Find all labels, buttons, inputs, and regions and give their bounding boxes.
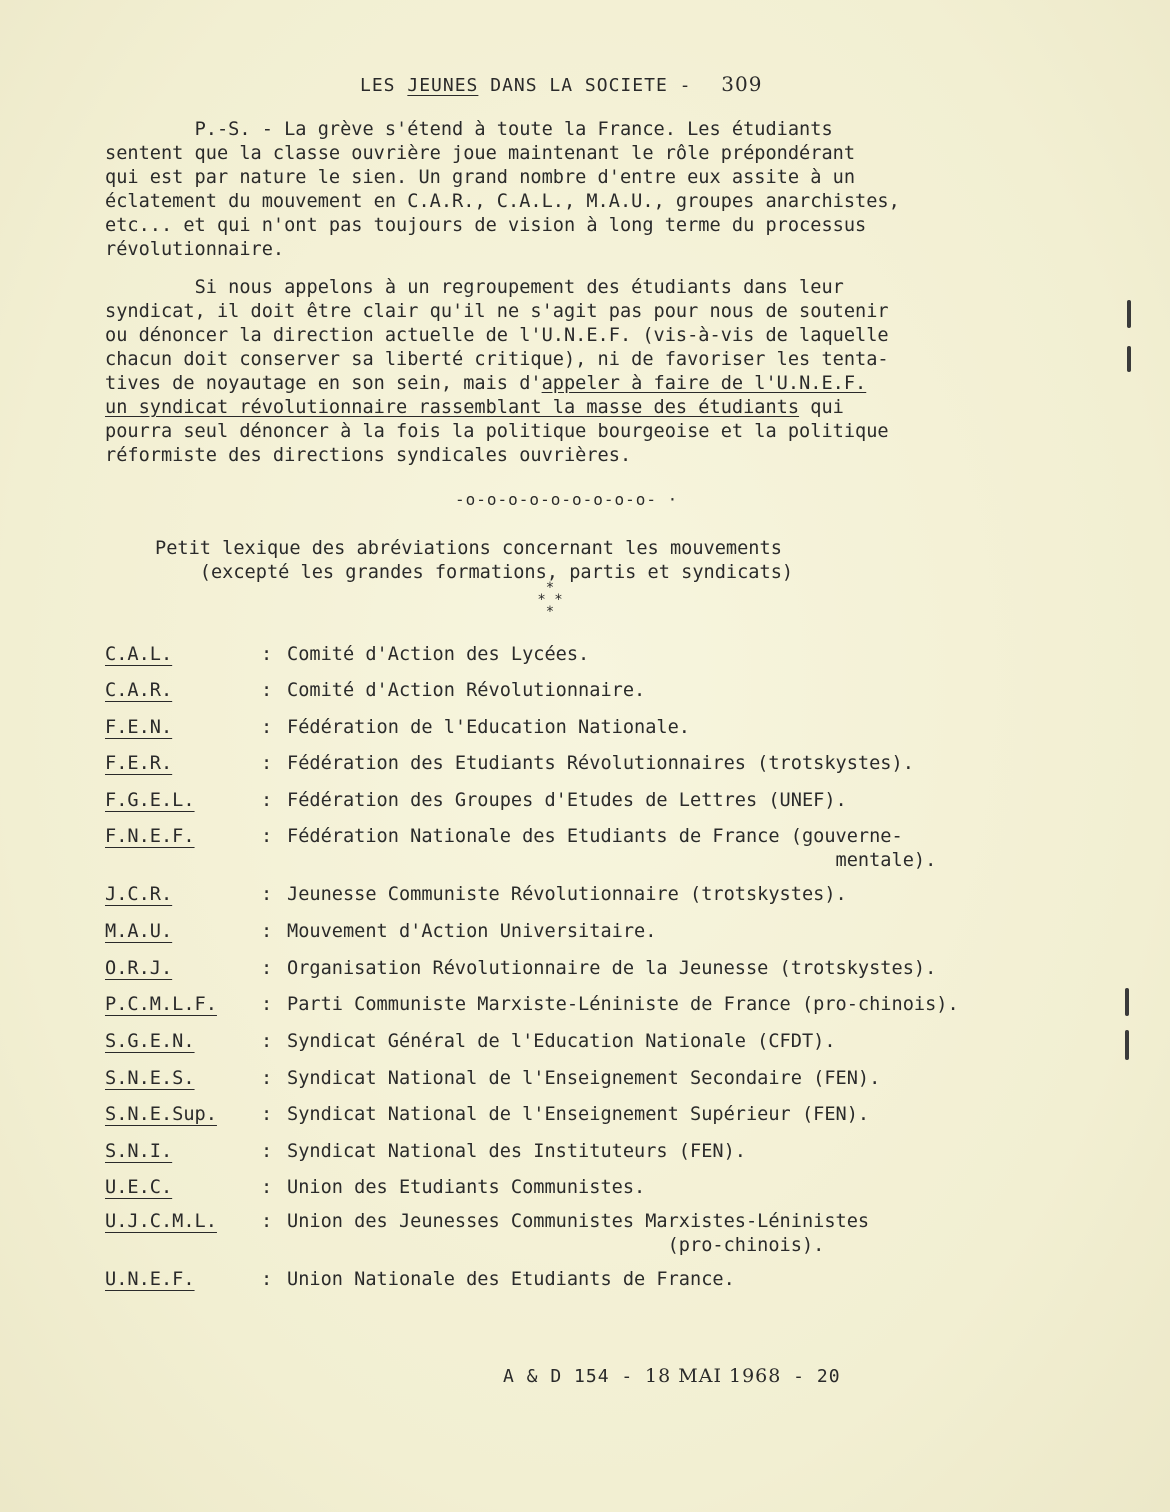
lexicon-colon: : [261, 1068, 273, 1089]
lexicon-abbreviation: F.N.E.F. [105, 826, 195, 847]
lexicon-abbreviation: P.C.M.L.F. [105, 994, 217, 1015]
lexicon-colon: : [261, 921, 273, 942]
lexicon-colon: : [261, 1141, 273, 1162]
lexicon-definition: Comité d'Action des Lycées. [287, 644, 590, 665]
header-text-1: LES [360, 75, 408, 96]
lexicon-colon: : [261, 826, 273, 847]
lexicon-definition: Syndicat Général de l'Education Nationale (CFDT). [287, 1031, 836, 1052]
header-jeunes: JEUNES [407, 75, 479, 96]
lexicon-abbreviation: J.C.R. [105, 884, 173, 905]
footer-date: 18 MAI 1968 [645, 1365, 782, 1387]
footer-page: - 20 [781, 1366, 841, 1387]
lexicon-definition: Fédération de l'Education Nationale. [287, 717, 690, 738]
lexicon-colon: : [261, 790, 273, 811]
lexicon-colon: : [261, 680, 273, 701]
lexicon-abbreviation: U.E.C. [105, 1177, 173, 1198]
margin-mark [1125, 1030, 1129, 1060]
lexicon-definition: Fédération des Etudiants Révolutionnaires (trotskystes). [287, 753, 914, 774]
lexicon-colon: : [261, 753, 273, 774]
lexicon-definition: Union des Etudiants Communistes. [287, 1177, 646, 1198]
page-header [360, 72, 762, 96]
footer-ref: A & D 154 - [503, 1366, 646, 1387]
lexicon-colon: : [261, 1177, 273, 1198]
margin-mark [1125, 988, 1129, 1016]
lexicon-definition: Fédération Nationale des Etudiants de France (gouverne- mentale). [287, 826, 937, 871]
lexicon-abbreviation: F.E.R. [105, 753, 173, 774]
lexicon-abbreviation: F.E.N. [105, 717, 173, 738]
paragraph2-text-before: Si nous appelons à un regroupement des étudiants dans leur syndicat, il doit être clair qu'il ne s'agit pas pour nous de soutenir ou dénoncer la direction actuelle de l'U.N.E.F. (vis-à-vis de laquelle chacun doit conserver sa liberté critique), ni de favoriser les tenta- tives de noyautage en son sein, mais d' [105, 277, 889, 394]
lexicon-colon: : [261, 1211, 273, 1232]
lexicon-colon: : [261, 884, 273, 905]
lexicon-colon: : [261, 1104, 273, 1125]
lexicon-abbreviation: C.A.R. [105, 680, 173, 701]
header-page-number: 309 [721, 72, 763, 96]
lexicon-colon: : [261, 644, 273, 665]
lexicon-abbreviation: S.N.E.S. [105, 1068, 195, 1089]
lexicon-definition: Comité d'Action Révolutionnaire. [287, 680, 646, 701]
header-text-2: DANS LA SOCIETE - [478, 75, 704, 96]
lexicon-colon: : [261, 994, 273, 1015]
lexicon-abbreviation: S.N.E.Sup. [105, 1104, 217, 1125]
lexicon-colon: : [261, 958, 273, 979]
lexicon-abbreviation: F.G.E.L. [105, 790, 195, 811]
lexicon-abbreviation: M.A.U. [105, 921, 173, 942]
page-footer [503, 1365, 841, 1387]
lexicon-definition: Union Nationale des Etudiants de France. [287, 1269, 735, 1290]
regroupement-paragraph [105, 276, 1005, 468]
lexicon-definition: Mouvement d'Action Universitaire. [287, 921, 657, 942]
lexicon-colon: : [261, 1031, 273, 1052]
lexicon-abbreviation: U.N.E.F. [105, 1269, 195, 1290]
lexicon-definition: Syndicat National de l'Enseignement Secondaire (FEN). [287, 1068, 881, 1089]
margin-mark [1127, 346, 1131, 372]
lexicon-title: Petit lexique des abréviations concernant les mouvements (excepté les grandes formations, partis et syndicats) [155, 538, 794, 583]
lexicon-abbreviation: U.J.C.M.L. [105, 1211, 217, 1232]
lexicon-abbreviation: S.N.I. [105, 1141, 173, 1162]
lexicon-definition: Parti Communiste Marxiste-Léniniste de France (pro-chinois). [287, 994, 959, 1015]
postscript-paragraph: P.-S. - La grève s'étend à toute la France. Les étudiants sentent que la classe ouvrière joue maintenant le rôle prépondérant qui est par nature le sien. Un grand nombre d'entre eux assite à un éclatement du mouvement en C.A.R., C.A.L., M.A.U., groupes anarchistes, etc... et qui n'ont pas toujours de vision à long terme du processus révolutionnaire. [105, 119, 900, 260]
asterism-ornament: * * * * [537, 580, 563, 620]
lexicon-definition: Syndicat National des Instituteurs (FEN). [287, 1141, 746, 1162]
lexicon-definition: Organisation Révolutionnaire de la Jeunesse (trotskystes). [287, 958, 937, 979]
lexicon-definition: Jeunesse Communiste Révolutionnaire (trotskystes). [287, 884, 847, 905]
lexicon-abbreviation: O.R.J. [105, 958, 173, 979]
lexicon-colon: : [261, 717, 273, 738]
lexicon-definition: Fédération des Groupes d'Etudes de Lettres (UNEF). [287, 790, 847, 811]
paragraph2-underlined: appeler à faire de l'U.N.E.F. un syndicat révolutionnaire rassemblant la masse des étudiants [105, 373, 867, 418]
margin-mark [1127, 300, 1131, 328]
paragraph2-text-after: qui pourra seul dénoncer à la fois la politique bourgeoise et la politique réformiste des directions syndicales ouvrières. [105, 397, 889, 466]
lexicon-definition: Union des Jeunesses Communistes Marxistes-Léninistes (pro-chinois). [287, 1211, 870, 1256]
lexicon-abbreviation: S.G.E.N. [105, 1031, 195, 1052]
section-separator: -o-o-o-o-o-o-o-o-o- · [455, 490, 679, 509]
lexicon-colon: : [261, 1269, 273, 1290]
lexicon-abbreviation: C.A.L. [105, 644, 173, 665]
lexicon-definition: Syndicat National de l'Enseignement Supérieur (FEN). [287, 1104, 870, 1125]
